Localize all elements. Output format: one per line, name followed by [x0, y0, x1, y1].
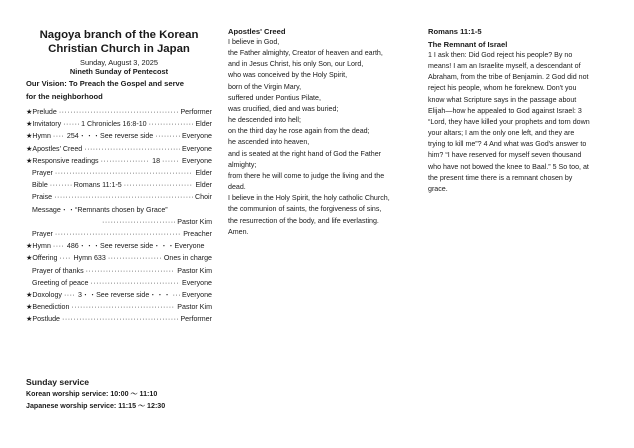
creed-line: who was conceived by the Holy Spirit,	[228, 71, 348, 80]
order-item-prayer-of-thanks	[26, 265, 212, 277]
scripture-line: who have not bowed the knee to Baal.” 5 So too, at	[428, 162, 589, 171]
apostles-creed-column	[228, 0, 424, 238]
vision-line1: Our Vision: To Preach the Gospel and serve	[26, 79, 184, 88]
scripture-line: Elijah—how he appealed to God against Israel: 3	[428, 106, 582, 115]
dot-leader	[101, 155, 151, 167]
order-detail: Romans 11:1-5	[73, 181, 122, 190]
dot-leader	[90, 277, 180, 289]
order-item-apostles-creed	[26, 143, 212, 155]
order-label: ★Apostles' Creed	[26, 144, 83, 153]
order-label: Prayer of thanks	[32, 266, 84, 275]
scripture-line: means! I am an Israelite myself, a descendant of	[428, 62, 581, 71]
creed-line: from there he will come to judge the living and the	[228, 171, 385, 180]
order-responsible: Elder	[195, 120, 212, 129]
dot-leader	[102, 216, 175, 228]
order-detail: 1 Chronicles 16:8-10	[81, 120, 147, 129]
order-item-benediction	[26, 301, 212, 313]
order-item-hymn	[26, 130, 212, 142]
order-item-hymn-2	[26, 240, 212, 252]
scripture-line: know what Scripture says in the passage about	[428, 95, 577, 104]
dot-leader	[55, 228, 181, 240]
order-detail: Hymn 633	[73, 254, 106, 263]
scripture-line: “Lord, they have killed your prophets and torn down	[428, 117, 590, 126]
creed-heading: Apostles' Creed	[228, 27, 286, 36]
order-item-prayer-2	[26, 228, 212, 240]
creed-line: almighty;	[228, 160, 257, 169]
order-item-praise	[26, 191, 212, 203]
dot-leader	[63, 118, 79, 130]
scripture-line: 1 I ask then: Did God reject his people? By no	[428, 51, 573, 59]
creed-line: and in Jesus Christ, his only Son, our Lord,	[228, 60, 364, 69]
order-responsible: Everyone	[182, 156, 212, 165]
creed-line: he descended into hell;	[228, 116, 301, 125]
order-responsible: Pastor Kim	[177, 303, 212, 312]
dot-leader	[53, 130, 65, 142]
order-detail: 486・・・See reverse side・・・	[66, 242, 175, 251]
order-responsible: Choir	[195, 193, 212, 202]
order-responsible: Ones in charge	[163, 254, 212, 263]
vision-line2: for the neighborhood	[26, 92, 103, 101]
scripture-subheading: The Remnant of Israel	[428, 40, 508, 49]
scripture-line: him? “I have reserved for myself seven thousand	[428, 151, 582, 160]
order-label: ★Invitatory	[26, 120, 62, 129]
order-label: ★Offering	[26, 254, 58, 263]
creed-line: suffered under Pontius Pilate,	[228, 93, 321, 102]
church-name-line1: Nagoya branch of the Korean	[39, 29, 199, 41]
order-label: Message・・“Remnants chosen by Grace”	[32, 205, 168, 214]
japanese-service-time: Japanese worship service: 11:15 ～ 12:30	[26, 402, 166, 410]
order-item-invitatory	[26, 118, 212, 130]
dot-leader	[71, 301, 175, 313]
order-label: Praise	[32, 193, 53, 202]
dot-leader	[84, 143, 180, 155]
dot-leader	[53, 240, 65, 252]
scripture-line: grace.	[428, 184, 448, 193]
order-responsible: Performer	[180, 108, 212, 116]
order-item-message	[26, 204, 212, 216]
order-detail: 3・・See reverse side・・・	[77, 291, 171, 300]
dot-leader	[108, 252, 162, 264]
order-label: ★Hymn	[26, 242, 51, 251]
order-responsible: Elder	[195, 181, 212, 190]
creed-line: and is seated at the right hand of God the Father	[228, 149, 382, 158]
dot-leader	[86, 265, 176, 277]
order-responsible: Preacher	[183, 230, 212, 239]
dot-leader	[50, 179, 72, 191]
order-list	[26, 106, 212, 326]
dot-leader	[124, 179, 194, 191]
dot-leader	[62, 313, 178, 325]
order-label: ★Hymn	[26, 132, 51, 141]
creed-line: I believe in God,	[228, 38, 280, 46]
order-item-message-preacher	[26, 216, 212, 228]
order-responsible: Everyone	[182, 278, 212, 287]
dot-leader	[54, 191, 193, 203]
dot-leader	[64, 289, 76, 301]
creed-line: I believe in the Holy Spirit, the holy catholic Church,	[228, 194, 390, 203]
order-responsible: Performer	[180, 315, 212, 324]
creed-line: the resurrection of the body, and life everlasting.	[228, 216, 379, 225]
order-item-bible	[26, 179, 212, 191]
creed-line: was crucified, died and was buried;	[228, 104, 339, 113]
order-responsible: Pastor Kim	[177, 266, 212, 275]
creed-line: he ascended into heaven,	[228, 138, 310, 147]
creed-line: the communion of saints, the forgiveness of sins,	[228, 205, 382, 214]
church-name-line2: Christian Church in Japan	[48, 42, 190, 55]
dot-leader	[162, 155, 180, 167]
creed-line: the Father almighty, Creator of heaven and earth,	[228, 49, 383, 58]
dot-leader	[55, 167, 194, 179]
order-item-greeting-of-peace	[26, 277, 212, 289]
dot-leader	[59, 252, 71, 264]
order-label: Greeting of peace	[32, 278, 89, 287]
scripture-line: your altars; I am the only one left, and they are	[428, 129, 575, 138]
order-item-offering	[26, 252, 212, 264]
order-detail: 254・・・See reverse side	[66, 132, 154, 141]
order-of-worship-column	[26, 0, 212, 326]
korean-service-time: Korean worship service: 10:00 ～ 11:10	[26, 390, 158, 398]
order-label: Prayer	[32, 169, 53, 178]
order-detail: 18	[152, 156, 161, 165]
order-responsible: Everyone	[174, 242, 205, 251]
creed-line: dead.	[228, 183, 246, 192]
dot-leader	[173, 289, 180, 301]
order-label: ★Responsive readings	[26, 156, 99, 165]
order-responsible: Everyone	[182, 291, 212, 300]
dot-leader	[155, 130, 180, 142]
order-label: Prayer	[32, 230, 53, 239]
dot-leader	[149, 118, 194, 130]
creed-line: Amen.	[228, 227, 249, 236]
order-responsible: Pastor Kim	[177, 217, 212, 226]
scripture-line: trying to kill me”? 4 And what was God's answer to	[428, 140, 587, 149]
creed-line: on the third day he rose again from the dead;	[228, 127, 370, 136]
order-item-responsive-readings	[26, 155, 212, 167]
service-heading: Sunday service	[26, 377, 90, 387]
dot-leader	[59, 106, 179, 118]
scripture-column	[428, 0, 624, 195]
service-date: Sunday, August 3, 2025	[80, 58, 158, 67]
order-responsible: Everyone	[182, 132, 212, 141]
order-item-postlude	[26, 313, 212, 325]
scripture-line: reject his people, whom he foreknew. Don't you	[428, 84, 577, 93]
liturgical-sunday: Nineth Sunday of Pentecost	[69, 67, 169, 76]
order-label: ★Benediction	[26, 303, 70, 312]
order-item-prayer	[26, 167, 212, 179]
scripture-line: Abraham, from the tribe of Benjamin. 2 God did not	[428, 73, 589, 82]
order-item-doxology	[26, 289, 212, 301]
scripture-reference: Romans 11:1-5	[428, 27, 482, 36]
order-label: ★Postlude	[26, 315, 60, 324]
order-responsible: Everyone	[182, 144, 212, 153]
creed-line: born of the Virgin Mary,	[228, 82, 302, 91]
order-responsible: Elder	[195, 169, 212, 178]
order-label: ★Prelude	[26, 108, 57, 116]
order-label: Bible	[32, 181, 48, 190]
order-label: ★Doxology	[26, 291, 62, 300]
sunday-service-schedule	[26, 376, 246, 412]
scripture-line: the present time there is a remnant chosen by	[428, 173, 573, 182]
order-item-prelude	[26, 106, 212, 118]
